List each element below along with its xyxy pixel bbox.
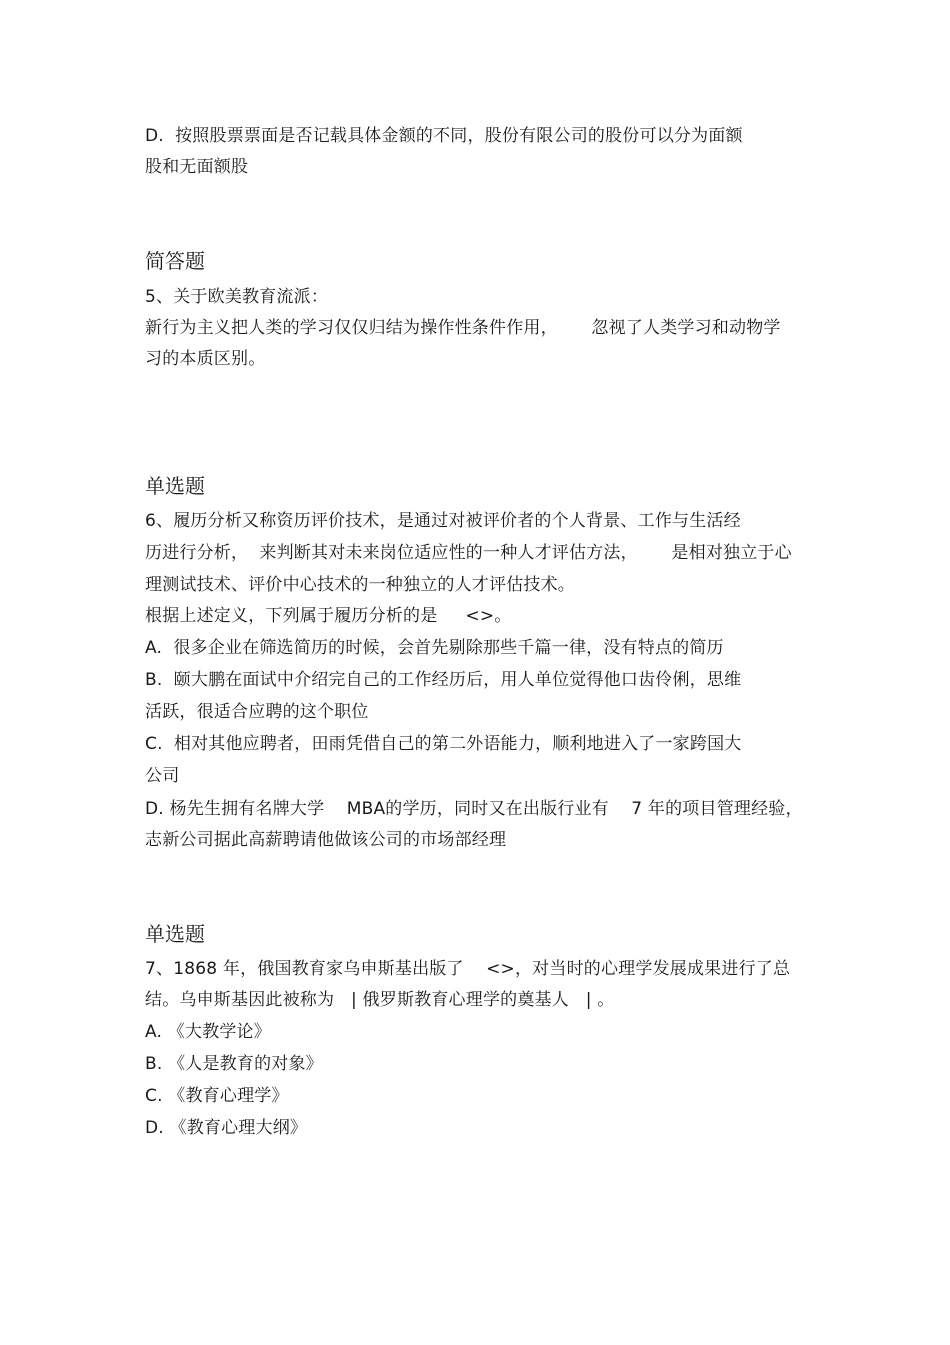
q7-option-b: B. 《人是教育的对象》 bbox=[145, 1054, 323, 1074]
q6-stem-line1: 6、履历分析又称资历评价技术，是通过对被评价者的个人背景、工作与生活经 bbox=[145, 511, 741, 531]
q7-option-c: C. 《教育心理学》 bbox=[145, 1086, 289, 1106]
q5-body-line2: 习的本质区别。 bbox=[145, 349, 266, 369]
q6-question: 根据上述定义，下列属于履历分析的是 <>。 bbox=[145, 606, 512, 626]
q7-option-d: D. 《教育心理大纲》 bbox=[145, 1118, 308, 1138]
q7-stem-line1: 7、1868 年，俄国教育家乌申斯基出版了 <>，对当时的心理学发展成果进行了总 bbox=[145, 959, 791, 979]
section-title-single-choice-7: 单选题 bbox=[145, 922, 205, 946]
q6-stem-line2: 历进行分析， 来判断其对未来岗位适应性的一种人才评估方法， 是相对独立于心 bbox=[145, 543, 792, 563]
q4-option-d-line1: D. 按照股票票面是否记载具体金额的不同，股份有限公司的股份可以分为面额 bbox=[145, 126, 743, 146]
q7-option-a: A. 《大教学论》 bbox=[145, 1022, 271, 1042]
q6-option-b-line1: B. 颐大鹏在面试中介绍完自己的工作经历后，用人单位觉得他口齿伶俐，思维 bbox=[145, 670, 742, 690]
q4-option-d-line2: 股和无面额股 bbox=[145, 157, 249, 177]
q6-option-a: A. 很多企业在筛选简历的时候，会首先剔除那些千篇一律，没有特点的简历 bbox=[145, 638, 724, 658]
q6-option-d-line2: 志新公司据此高薪聘请他做该公司的市场部经理 bbox=[145, 830, 507, 850]
q6-option-d-line1: D. 杨先生拥有名牌大学 MBA的学历，同时又在出版行业有 7 年的项目管理经验， bbox=[145, 799, 803, 819]
q5-body-line1: 新行为主义把人类的学习仅仅归结为操作性条件作用， 忽视了人类学习和动物学 bbox=[145, 318, 781, 338]
q5-stem: 5、关于欧美教育流派： bbox=[145, 287, 329, 307]
q6-stem-line3: 理测试技术、评价中心技术的一种独立的人才评估技术。 bbox=[145, 575, 575, 595]
q7-stem-line2: 结。乌申斯基因此被称为 | 俄罗斯教育心理学的奠基人 | 。 bbox=[145, 990, 615, 1010]
q6-option-b-line2: 活跃，很适合应聘的这个职位 bbox=[145, 702, 369, 722]
section-title-short-answer: 简答题 bbox=[145, 249, 205, 273]
q6-option-c-line1: C. 相对其他应聘者，田雨凭借自己的第二外语能力，顺利地进入了一家跨国大 bbox=[145, 734, 742, 754]
section-title-single-choice-6: 单选题 bbox=[145, 474, 205, 498]
q6-option-c-line2: 公司 bbox=[145, 766, 180, 786]
